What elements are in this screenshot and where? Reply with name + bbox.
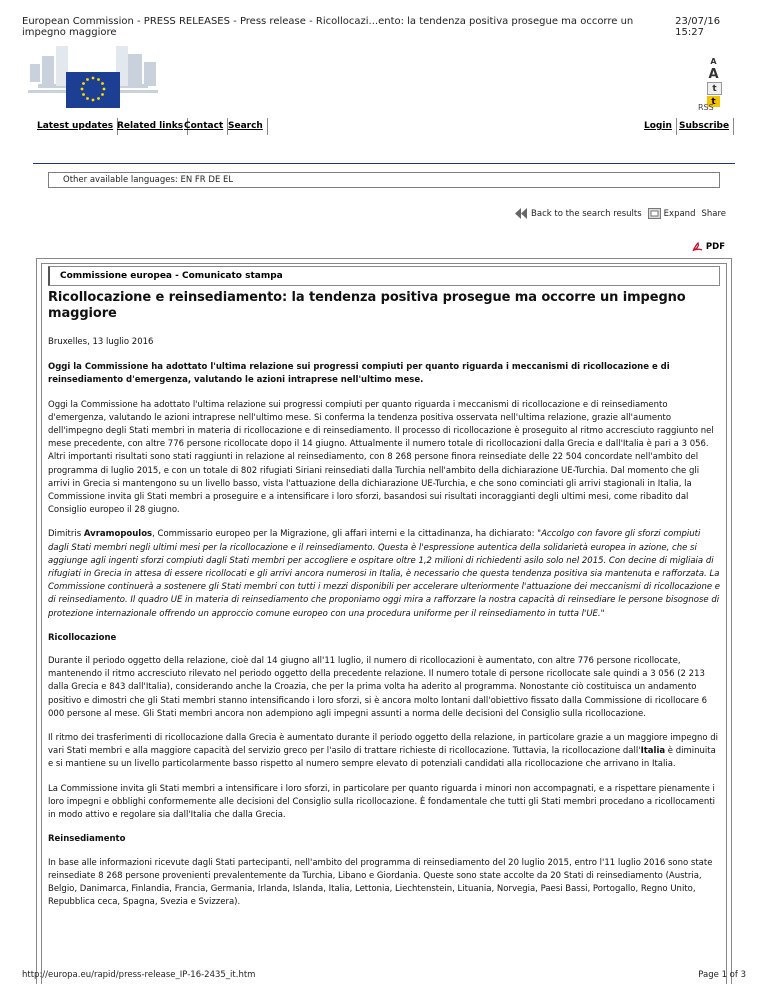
pdf-icon xyxy=(692,242,703,252)
section-heading-reinsediamento: Reinsediamento xyxy=(48,834,126,845)
section-heading-ricollocazione: Ricollocazione xyxy=(48,632,117,643)
expand-icon xyxy=(648,208,661,219)
text-size-medium-button[interactable]: A xyxy=(708,66,719,82)
text-size-small-button[interactable]: A xyxy=(710,57,717,66)
back-arrow-icon xyxy=(515,208,528,219)
article-lead: Oggi la Commissione ha adottato l'ultima relazione sui progressi compiuti per quanto riguarda i meccanismi di ricollocazione e di reinsediamento d'emergenza, valutando le azioni intraprese nell'ultimo mese. xyxy=(48,362,670,386)
paragraph-text: è diminuita e si mantiene su un livello particolarmente basso rispetto al numero sempre elevato di potenziali candidati alla ricollocazione che arrivano in Italia. xyxy=(48,746,716,770)
top-navigation xyxy=(33,118,735,135)
print-footer xyxy=(22,970,746,980)
article-paragraph: In base alle informazioni ricevute dagli Stati partecipanti, nell'ambito del programma di reinsediamento del 20 luglio 2015, entro l'11 luglio 2016 sono state reinsediate 8 268 persone provenienti prevalentemente da Turchia, Libano e Giordania. Queste sono state accolte da 20 Stati di reinsediamento (Austria, Belgio, Danimarca, Finlandia, Francia, Germania, Irlanda, Islanda, Italia, Lettonia, Liechtenstein, Lituania, Norvegia, Paesi Bassi, Portogallo, Regno Unito, Repubblica ceca, Spagna, Svezia e Svizzera). xyxy=(48,857,713,908)
highlight-italia: Italia xyxy=(640,746,666,757)
rss-link[interactable]: RSS xyxy=(698,103,714,112)
pdf-download-link[interactable] xyxy=(692,242,725,252)
nav-latest-updates[interactable]: Latest updates xyxy=(33,118,118,135)
article-tools xyxy=(509,208,726,219)
article-body xyxy=(48,290,720,920)
print-header xyxy=(22,16,746,38)
print-datetime: 23/07/16 15:27 xyxy=(675,16,721,38)
text-size-selector xyxy=(707,57,721,108)
nav-search[interactable]: Search xyxy=(224,118,268,135)
print-title: European Commission - PRESS RELEASES - Press release - Ricollocazi...ento: la tendenza positiva prosegue ma occorre un impegno maggiore xyxy=(22,16,634,38)
press-release-banner: Commissione europea - Comunicato stampa xyxy=(48,266,720,286)
article-paragraph: La Commissione invita gli Stati membri a intensificare i loro sforzi, in particolare per quanto riguarda i minori non accompagnati, e a rispettare pienamente i loro impegni e obblighi conformemente alle decisioni del Consiglio sulla ricollocazione. È fondamentale che tutti gli Stati membri procedano a ricollocamenti in modo attivo e regolare sia dall'Italia che dalla Grecia. xyxy=(48,783,715,821)
nav-login[interactable]: Login xyxy=(640,118,677,135)
quote-attribution: , Commissario europeo per la Migrazione, gli affari interni e la cittadinanza, ha dichiarato: xyxy=(152,529,538,540)
article-quote-paragraph xyxy=(48,528,720,620)
commissioner-name: Avramopoulos xyxy=(83,529,153,540)
article-paragraph xyxy=(48,732,720,772)
european-commission-logo[interactable] xyxy=(28,44,160,108)
article-paragraph: Oggi la Commissione ha adottato l'ultima relazione sui progressi compiuti per quanto riguarda i meccanismi di ricollocazione e di reinsediamento d'emergenza, valutando le azioni intraprese nell'ultimo mese. Si conferma la tendenza positiva osservata nell'ultima relazione, grazie all'aumento dell'impegno degli Stati membri in materia di ricollocazione e di reinsediamento. Il processo di ricollocazione è proseguito al ritmo accresciuto raggiunto nel mese precedente, con altre 776 persone ricollocate dopo il 14 giugno. Attualmente il numero totale di ricollocazioni dalla Grecia e dall'Italia è pari a 3 056. Altri importanti risultati sono stati raggiunti in relazione al reinsediamento, con 8 268 persone finora reinsediate delle 22 504 concordate nell'ambito del programma di luglio 2015, e con un totale di 802 rifugiati Siriani reinsediati dalla Turchia nell'ambito della dichiarazione UE-Turchia. Dal momento che gli arrivi in Grecia si mantengono su un livello basso, vista l'attuazione della dichiarazione UE-Turchia, e che sono cominciati gli arrivi stagionali in Italia, la Commissione invita gli Stati membri a proseguire e a intensificare i loro sforzi, basandosi sui risultati incoraggianti degli ultimi mesi, come ribadito dal Consiglio europeo il 28 giugno. xyxy=(48,399,714,516)
other-languages-bar[interactable]: Other available languages: EN FR DE EL xyxy=(48,172,720,188)
share-link[interactable]: Share xyxy=(701,208,726,219)
article-paragraph: Durante il periodo oggetto della relazione, cioè dal 14 giugno all'11 luglio, il numero di ricollocazioni è aumentato, con altre 776 persone ricollocate, mantenendo il ritmo accresciuto rilevato nel periodo oggetto della precedente relazione. Il numero totale di persone ricollocate sale quindi a 3 056 (2 213 dalla Grecia e 843 dall'Italia), considerando anche la Croazia, che per la prima volta ha aderito al programma. Nonostante ciò costituisca un andamento positivo e dimostri che gli Stati membri stanno intensificando i loro sforzi, si è ancora molto lontani dall'obiettivo fissato dalla Commissione di ricollocare 6 000 persone al mese. Gli Stati membri ancora non adempiono agli impegni assunti a norma delle decisioni del Consiglio sulla ricollocazione. xyxy=(48,656,708,719)
article-title: Ricollocazione e reinsediamento: la tendenza positiva prosegue ma occorre un impegno maggiore xyxy=(48,290,686,321)
expand-label: Expand xyxy=(663,208,696,219)
nav-related-links[interactable]: Related links xyxy=(113,118,188,135)
nav-contact[interactable]: Contact xyxy=(180,118,228,135)
back-to-search-link[interactable] xyxy=(515,208,642,219)
commissioner-quote: "Accolgo con favore gli sforzi compiuti dagli Stati membri negli ultimi mesi per la ricollocazione e il reinsediamento. Questa è l'espressione autentica della solidarietà europea in azione, che si aggiunge agli ingenti sforzi compiuti dagli Stati membri per accogliere e ospitare oltre 1,2 milioni di richiedenti asilo solo nel 2015. Con decine di migliaia di rifugiati in Grecia in attesa di essere ricollocati e gli arrivi ancora numerosi in Italia, è necessario che questa tendenza positiva sia mantenuta e rafforzata. La Commissione continuerà a sostenere gli Stati membri con tutti i mezzi disponibili per accelerare ulteriormente l'attuazione dei meccanismi di ricollocazione e di reinsediamento. Il quadro UE in materia di reinsediamento che proponiamo oggi mira a rafforzare la nostra capacità di reinsediare le persone bisognose di protezione internazionale offrendo un approccio comune europeo con una procedura uniforme per il reinsediamento in tutta l'UE." xyxy=(48,529,721,619)
header-divider xyxy=(33,163,735,164)
back-to-search-label: Back to the search results xyxy=(531,208,642,219)
paragraph-text: Il ritmo dei trasferimenti di ricollocazione dalla Grecia è aumentato durante il periodo oggetto della relazione, in particolare grazie a un maggiore impegno di vari Stati membri e alla maggiore capacità del servizio greco per l'asilo di trattare richieste di ricollocazione. Tuttavia, la ricollocazione dall' xyxy=(48,733,719,757)
expand-link[interactable] xyxy=(648,208,696,219)
text-size-xlarge-button[interactable]: t xyxy=(707,96,720,107)
page-url: http://europa.eu/rapid/press-release_IP-16-2435_it.htm xyxy=(22,970,256,980)
text-size-large-button[interactable]: t xyxy=(707,82,722,95)
quote-intro: Dimitris xyxy=(48,529,84,540)
article-date: Bruxelles, 13 luglio 2016 xyxy=(48,337,154,347)
page-number: Page 1 of 3 xyxy=(698,970,746,980)
pdf-label: PDF xyxy=(705,242,725,252)
nav-subscribe[interactable]: Subscribe xyxy=(675,118,734,135)
